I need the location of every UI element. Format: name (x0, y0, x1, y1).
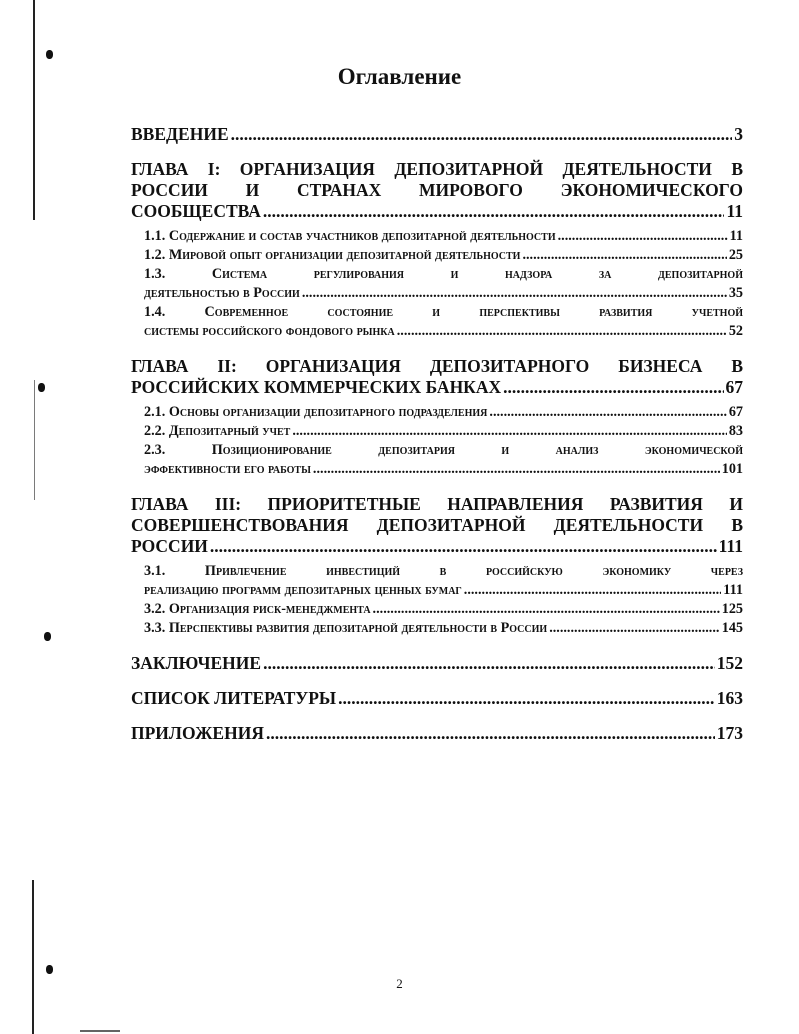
toc-entry-conclusion[interactable] (131, 653, 743, 674)
toc-entry-section[interactable] (144, 562, 743, 600)
toc-entry-chapter[interactable] (131, 356, 743, 398)
punch-hole-mark (46, 965, 53, 974)
leader-dots (302, 284, 727, 303)
toc-entry-appendices[interactable] (131, 723, 743, 744)
leader-dots (231, 124, 733, 145)
toc-entry-title: 2.2. Депозитарный учет (144, 423, 291, 439)
toc-entry-title: ВВЕДЕНИЕ (131, 124, 229, 144)
leader-dots (292, 422, 726, 441)
leader-dots (210, 536, 717, 557)
page-number: 2 (396, 976, 403, 991)
leader-dots (464, 581, 722, 600)
leader-dots (397, 322, 727, 341)
leader-dots (558, 227, 728, 246)
toc-entry-page: 111 (723, 582, 743, 598)
toc-entry-chapter[interactable] (131, 159, 743, 222)
toc-entry-page: 67 (728, 404, 743, 420)
leader-dots (313, 460, 720, 479)
toc-chapter-title-line: ГЛАВА I: ОРГАНИЗАЦИЯ ДЕПОЗИТАРНОЙ ДЕЯТЕЛЬНОСТИ В (131, 159, 743, 179)
toc-entry-title: 1.1. Содержание и состав участников депозитарной деятельности (144, 228, 556, 244)
toc-chapter-title-line: ГЛАВА II: ОРГАНИЗАЦИЯ ДЕПОЗИТАРНОГО БИЗНЕСА В (131, 356, 743, 376)
scan-bottom-mark (80, 1030, 120, 1032)
toc-entry-section[interactable] (144, 265, 743, 303)
toc-entry-chapter[interactable] (131, 494, 743, 557)
leader-dots (489, 403, 726, 422)
toc-entry-title: РОССИЙСКИХ КОММЕРЧЕСКИХ БАНКАХ (131, 377, 502, 397)
toc-entry-section[interactable] (144, 441, 743, 479)
leader-dots (263, 653, 715, 674)
toc-entry-title: 1.2. Мировой опыт организации депозитарной деятельности (144, 247, 521, 263)
toc-entry-section[interactable] (144, 619, 743, 638)
scan-margin-line (33, 0, 35, 220)
page-title: Оглавление (337, 64, 462, 89)
leader-dots (503, 377, 723, 398)
punch-hole-mark (46, 50, 53, 59)
toc-entry-page: 25 (728, 247, 743, 263)
toc-entry-title: СПИСОК ЛИТЕРАТУРЫ (131, 688, 337, 708)
toc-chapter-title-line: СОВЕРШЕНСТВОВАНИЯ ДЕПОЗИТАРНОЙ ДЕЯТЕЛЬНОСТИ В (131, 515, 743, 535)
toc-entry-page: 52 (728, 323, 743, 339)
toc-entry-title: эффективности его работы (144, 461, 311, 477)
toc-entry-title: системы российского фондового рынка (144, 323, 395, 339)
toc-entry-section[interactable] (144, 422, 743, 441)
toc-entry-page: 3 (734, 124, 743, 144)
toc-entry-section[interactable] (144, 600, 743, 619)
toc-section-title-line: 1.3. Система регулирования и надзора за депозитарной (144, 266, 743, 282)
toc-chapter-group (131, 159, 743, 341)
toc-entry-section[interactable] (144, 227, 743, 246)
toc-entry-bibliography[interactable] (131, 688, 743, 709)
toc-entry-title: 3.2. Организация риск-менеджмента (144, 601, 371, 617)
toc-entry-page: 173 (716, 723, 743, 743)
toc-entry-section[interactable] (144, 303, 743, 341)
toc-entry-section[interactable] (144, 246, 743, 265)
toc-chapter-group (131, 356, 743, 479)
leader-dots (522, 246, 726, 265)
toc-entry-page: 111 (718, 536, 743, 556)
toc-entry-title: 2.1. Основы организации депозитарного подразделения (144, 404, 488, 420)
toc-entry-page: 11 (726, 201, 743, 221)
toc-entry-page: 67 (725, 377, 743, 397)
toc-entry-page: 83 (728, 423, 743, 439)
toc-entry-page: 125 (721, 601, 743, 617)
toc-entry-page: 11 (729, 228, 743, 244)
toc-entry-page: 35 (728, 285, 743, 301)
toc-entry-title: деятельностью в России (144, 285, 300, 301)
toc-chapter-group (131, 494, 743, 638)
toc-entry-page: 101 (721, 461, 743, 477)
leader-dots (373, 600, 720, 619)
leader-dots (338, 688, 715, 709)
toc-entry-title: реализацию программ депозитарных ценных бумаг (144, 582, 462, 598)
punch-hole-mark (44, 632, 51, 641)
leader-dots (549, 619, 720, 638)
toc-entry-page: 152 (716, 653, 743, 673)
punch-hole-mark (38, 383, 45, 392)
toc-section-title-line: 3.1. Привлечение инвестиций в российскую экономику через (144, 563, 743, 579)
toc-entry-title: ПРИЛОЖЕНИЯ (131, 723, 264, 743)
toc-entry-title: 3.3. Перспективы развития депозитарной деятельности в России (144, 620, 548, 636)
toc-section-title-line: 2.3. Позиционирование депозитария и анализ экономической (144, 442, 743, 458)
leader-dots (266, 723, 715, 744)
toc-chapter-title-line: РОССИИ И СТРАНАХ МИРОВОГО ЭКОНОМИЧЕСКОГО (131, 180, 743, 200)
scan-margin-line (34, 380, 35, 500)
toc-entry-page: 145 (721, 620, 743, 636)
toc-entry-page: 163 (716, 688, 743, 708)
toc-entry-title: РОССИИ (131, 536, 208, 556)
scan-margin-line (32, 880, 34, 1034)
toc-entry-intro[interactable] (131, 124, 743, 145)
leader-dots (263, 201, 725, 222)
toc-entry-title: СООБЩЕСТВА (131, 201, 261, 221)
toc-section-title-line: 1.4. Современное состояние и перспективы развития учетной (144, 304, 743, 320)
toc-entry-title: ЗАКЛЮЧЕНИЕ (131, 653, 262, 673)
toc-entry-section[interactable] (144, 403, 743, 422)
toc-chapter-title-line: ГЛАВА III: ПРИОРИТЕТНЫЕ НАПРАВЛЕНИЯ РАЗВИТИЯ И (131, 494, 743, 514)
table-of-contents (131, 124, 743, 758)
